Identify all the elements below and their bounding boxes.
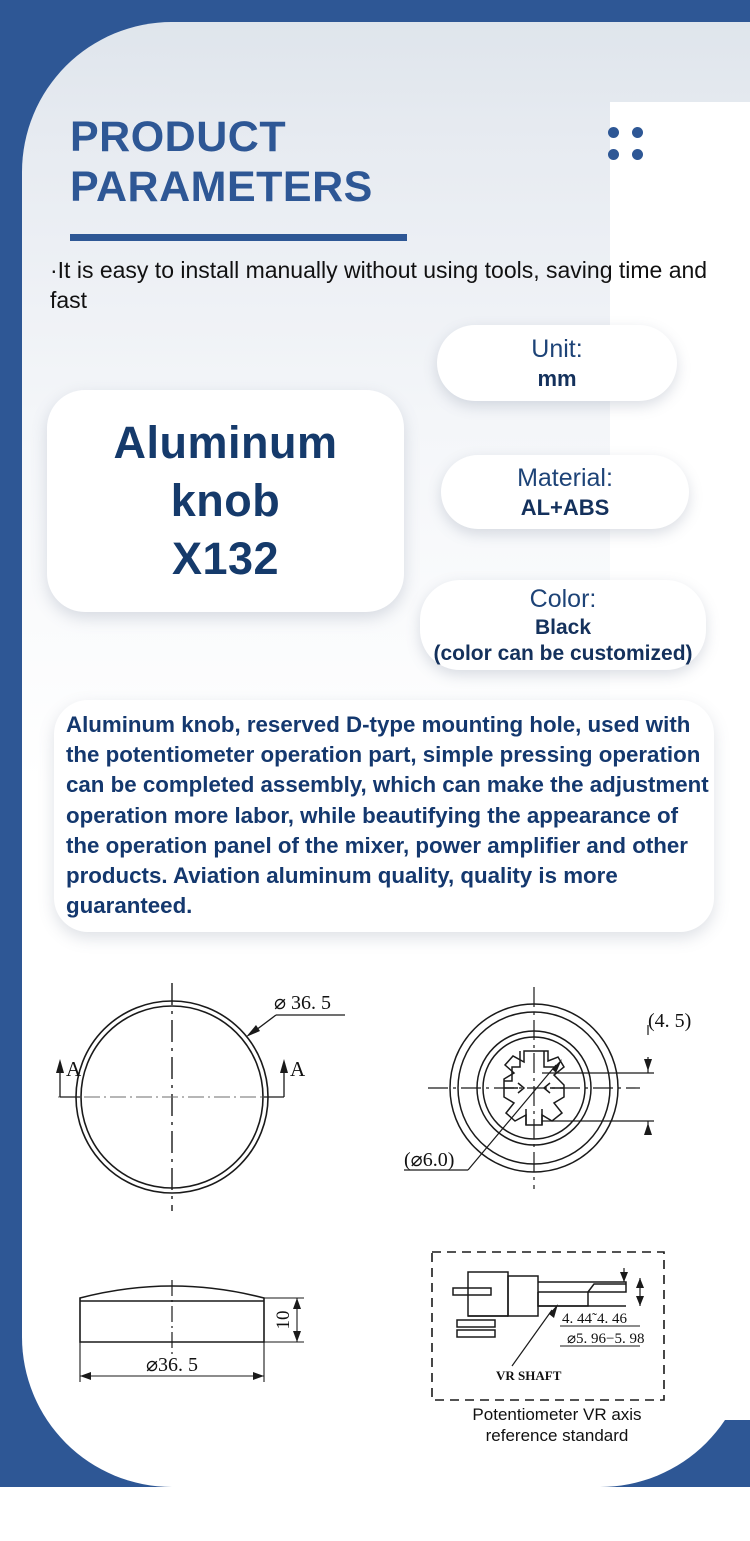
title-underline-rule [70, 234, 407, 241]
page-title-line2: PARAMETERS [70, 163, 373, 211]
spec-value-color: Black [534, 615, 592, 639]
section-label-left: A [66, 1057, 82, 1081]
vr-shaft-leader [512, 1310, 552, 1366]
spec-key-material: Material: [517, 463, 613, 492]
product-name-line1: Aluminum [113, 417, 338, 468]
spec-value-unit: mm [537, 365, 577, 391]
drawing-side-view [52, 1258, 352, 1403]
bv-arrow-up [644, 1059, 652, 1071]
vr-caption-line1: Potentiometer VR axis [472, 1405, 642, 1424]
spec-value-color-note: (color can be customized) [433, 641, 693, 665]
vr-shaft-label: VR SHAFT [496, 1368, 562, 1383]
spec-key-unit: Unit: [531, 334, 583, 363]
side-diameter-label: ⌀36. 5 [145, 1354, 199, 1376]
page-title-line1: PRODUCT [70, 113, 287, 161]
vr-body-right [508, 1276, 538, 1316]
side-w-arrow-right [253, 1372, 264, 1380]
dot-3 [608, 149, 619, 160]
bv-bore-arrow [552, 1059, 562, 1073]
spec-key-color: Color: [529, 584, 597, 613]
product-name [114, 414, 338, 588]
vr-shaft-flat [588, 1284, 626, 1292]
product-name-line3: X132 [171, 533, 280, 584]
product-name-line2: knob [170, 475, 281, 526]
top-leader-arrow [246, 1025, 260, 1037]
top-diameter-label: ⌀ 36. 5 [274, 992, 332, 1014]
product-name-card [47, 390, 404, 612]
bv-bore-label: (⌀6.0) [404, 1149, 455, 1171]
vr-flat-dim: 4. 44˜4. 46 [562, 1311, 627, 1327]
vr-arrow-b-top [636, 1278, 644, 1288]
tagline-text: ·It is easy to install manually without using tools, saving time and fast [50, 257, 708, 313]
page-title [70, 112, 540, 212]
section-right-arrow [280, 1059, 288, 1073]
drawing-bottom-view [392, 985, 732, 1190]
drawing-top-view [40, 975, 385, 1220]
vr-diameter-dim: ⌀5. 96−5. 98 [567, 1331, 645, 1347]
vr-terminal-3 [457, 1330, 495, 1337]
vr-shaft-lower [538, 1292, 588, 1306]
section-label-right: A [290, 1057, 306, 1081]
spec-badge-unit [437, 325, 677, 401]
vr-terminal-2 [457, 1320, 495, 1327]
side-height-label: 10 [273, 1310, 294, 1330]
section-left-arrow [56, 1059, 64, 1073]
dot-1 [608, 127, 619, 138]
vr-body-left [468, 1272, 508, 1316]
vr-terminal-1 [453, 1288, 491, 1295]
vr-arrow-b-bottom [636, 1296, 644, 1306]
side-h-arrow-top [293, 1298, 301, 1309]
spec-badge-material [441, 455, 689, 529]
side-w-arrow-left [80, 1372, 91, 1380]
spec-value-material: AL+ABS [520, 494, 610, 520]
bv-arrow-down [644, 1123, 652, 1135]
vr-caption-line2: reference standard [485, 1426, 629, 1445]
vr-arrow-a [620, 1272, 628, 1282]
spec-badge-color [420, 580, 706, 670]
description-text: Aluminum knob, reserved D-type mounting hole, used with the potentiometer operation part, simple pressing operation can be completed assembly, which can make the adjustment operation more labor, while beautifying the appearance of the operation panel of the mixer, power amplifier and other products. Aviation aluminum quality, quality is more guaranteed. [66, 712, 709, 919]
dot-2 [632, 127, 643, 138]
four-dots-icon [608, 127, 644, 163]
vr-caption [412, 1404, 702, 1446]
dot-4 [632, 149, 643, 160]
bv-width-label: (4. 5) [648, 1010, 692, 1032]
side-h-arrow-bottom [293, 1331, 301, 1342]
